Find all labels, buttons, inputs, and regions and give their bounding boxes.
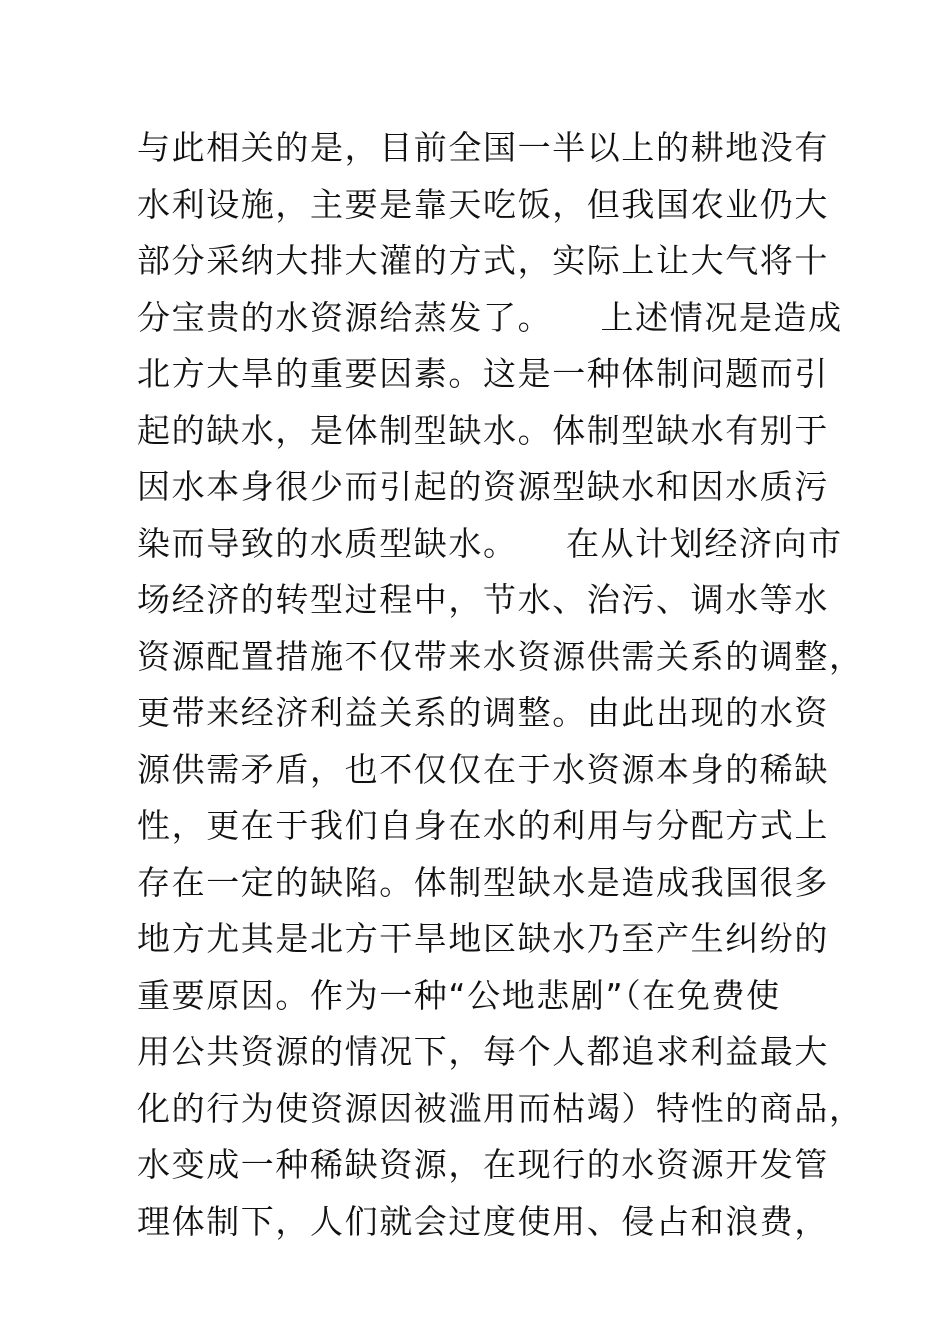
body-text xyxy=(137,120,864,1250)
text-line: 因水本身很少而引起的资源型缺水和因水质污 xyxy=(137,467,829,506)
text-line: 用公共资源的情况下，每个人都追求利益最大 xyxy=(137,1032,829,1071)
text-line: 资源配置措施不仅带来水资源供需关系的调整， xyxy=(137,636,864,676)
text-line: 北方大旱的重要因素。这是一种体制问题而引 xyxy=(137,354,829,393)
text-line: 存在一定的缺陷。体制型缺水是造成我国很多 xyxy=(137,862,829,902)
text-line: 水变成一种稀缺资源，在现行的水资源开发管 xyxy=(137,1145,829,1184)
text-line: 部分采纳大排大灌的方式，实际上让大气将十 xyxy=(137,241,829,280)
text-line: 水利设施，主要是靠天吃饭，但我国农业仍大 xyxy=(137,184,829,224)
text-line: 更带来经济利益关系的调整。由此出现的水资 xyxy=(137,693,829,732)
text-line: 源供需矛盾，也不仅仅在于水资源本身的稀缺 xyxy=(137,749,829,789)
text-line: 重要原因。作为一种“公地悲剧”（在免费使 xyxy=(137,975,781,1015)
text-line: 理体制下，人们就会过度使用、侵占和浪费， xyxy=(137,1201,829,1241)
text-line: 场经济的转型过程中，节水、治污、调水等水 xyxy=(137,580,829,619)
text-line: 染而导致的水质型缺水。 在从计划经济向市 xyxy=(137,523,843,563)
text-line: 地方尤其是北方干旱地区缺水乃至产生纠纷的 xyxy=(137,919,829,958)
text-line: 性，更在于我们自身在水的利用与分配方式上 xyxy=(137,806,829,845)
text-line: 与此相关的是，目前全国一半以上的耕地没有 xyxy=(137,128,829,167)
text-line: 起的缺水，是体制型缺水。体制型缺水有别于 xyxy=(137,410,829,450)
text-line: 分宝贵的水资源给蒸发了。 上述情况是造成 xyxy=(137,297,843,337)
text-line: 化的行为使资源因被滥用而枯竭）特性的商品， xyxy=(137,1088,864,1128)
